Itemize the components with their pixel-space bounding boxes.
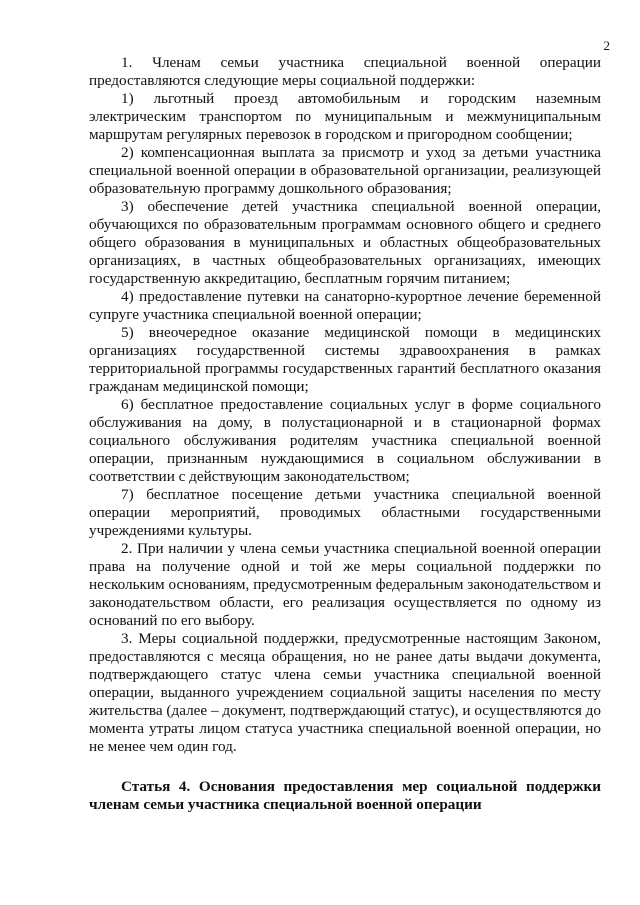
paragraph-item-4: 4) предоставление путевки на санаторно-курортное лечение беременной супруге участника специальной военной операции;	[89, 288, 601, 323]
paragraph-section-3: 3. Меры социальной поддержки, предусмотренные настоящим Законом, предоставляются с месяца обращения, но не ранее даты выдачи документа, подтверждающего статус члена семьи участника специальной военной операции, выданного учреждением социальной защиты населения по месту жительства (далее – документ, подтверждающий статус), и осуществляются до момента утраты лицом статуса участника специальной военной операции, но не менее чем один год.	[89, 630, 601, 755]
page-number: 2	[603, 38, 610, 53]
paragraph-item-1: 1) льготный проезд автомобильным и городским наземным электрическим транспортом по муниципальным и межмуниципальным маршрутам регулярных перевозок в городском и пригородном сообщении;	[89, 90, 601, 143]
paragraph-item-6: 6) бесплатное предоставление социальных услуг в форме социального обслуживания на дому, в полустационарной и в стационарной формах социального обслуживания родителям участника специальной военной операции, признанным нуждающимися в социальном обслуживании в соответствии с действующим законодательством;	[89, 396, 601, 485]
document-body	[89, 54, 601, 814]
paragraph-section-2: 2. При наличии у члена семьи участника специальной военной операции права на получение одной и той же меры социальной поддержки по нескольким основаниям, предусмотренным федеральным законодательством и законодательством области, его реализация осуществляется по одному из оснований по его выбору.	[89, 540, 601, 629]
paragraph-item-2: 2) компенсационная выплата за присмотр и уход за детьми участника специальной военной операции в образовательной организации, реализующей образовательную программу дошкольного образования;	[89, 144, 601, 197]
paragraph-item-3: 3) обеспечение детей участника специальной военной операции, обучающихся по образовательным программам основного общего и среднего общего образования в муниципальных и областных общеобразовательных организациях, в частных общеобразовательных организациях, имеющих государственную аккредитацию, бесплатным горячим питанием;	[89, 198, 601, 287]
paragraph-section-1-intro: 1. Членам семьи участника специальной военной операции предоставляются следующие меры социальной поддержки:	[89, 54, 601, 89]
article-heading-block	[89, 778, 601, 814]
paragraph-item-5: 5) внеочередное оказание медицинской помощи в медицинских организациях государственной системы здравоохранения в рамках территориальной программы государственных гарантий бесплатного оказания гражданам медицинской помощи;	[89, 324, 601, 395]
paragraph-item-7: 7) бесплатное посещение детьми участника специальной военной операции мероприятий, проводимых областными государственными учреждениями культуры.	[89, 486, 601, 539]
article-heading: Статья 4. Основания предоставления мер социальной поддержки членам семьи участника специальной военной операции	[89, 778, 601, 813]
